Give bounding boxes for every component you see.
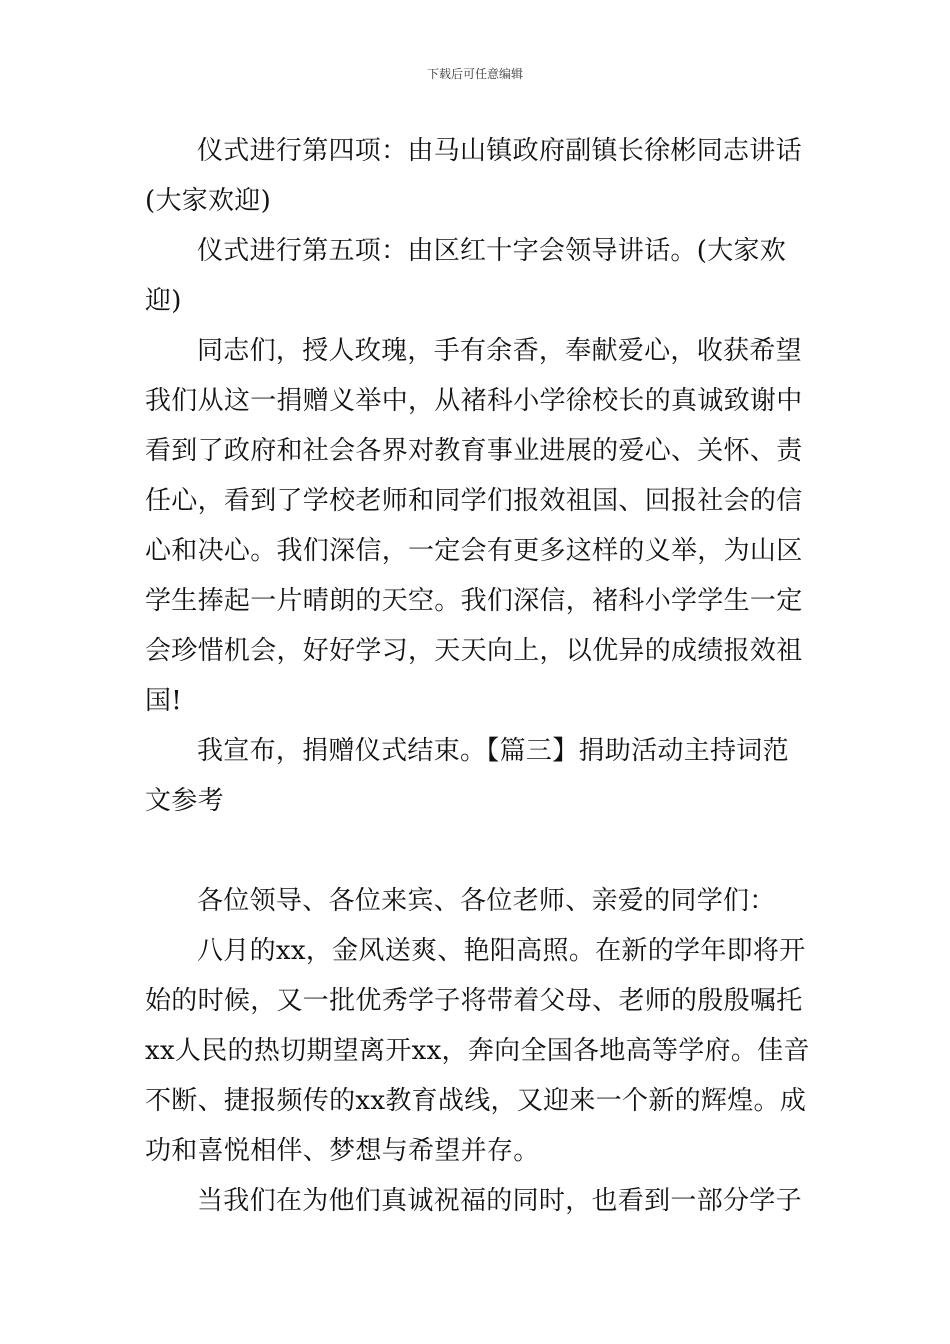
paragraph	[145, 226, 810, 326]
paragraph-line: 功和喜悦相伴、梦想与希望并存。	[145, 1136, 540, 1166]
paragraph-line: 各位领导、各位来宾、各位老师、亲爱的同学们：	[197, 886, 776, 916]
paragraph	[145, 876, 810, 926]
paragraph-line: 迎)	[145, 286, 182, 316]
paragraph	[145, 926, 810, 1176]
paragraph-line: 八月的xx，金风送爽、艳阳高照。在新的学年即将开	[197, 936, 806, 966]
paragraph-line: 仪式进行第四项：由马山镇政府副镇长徐彬同志讲话	[197, 136, 802, 166]
blank-line	[145, 826, 810, 876]
paragraph	[145, 126, 810, 226]
paragraph-line: 会珍惜机会，好好学习，天天向上，以优异的成绩报效祖	[145, 636, 803, 666]
paragraph-line: 当我们在为他们真诚祝福的同时，也看到一部分学子	[197, 1186, 802, 1216]
document-body	[145, 126, 810, 1226]
paragraph	[145, 1176, 810, 1226]
paragraph-line: xx人民的热切期望离开xx，奔向全国各地高等学府。佳音	[145, 1036, 810, 1066]
paragraph	[145, 726, 810, 826]
paragraph-line: 任心，看到了学校老师和同学们报效祖国、回报社会的信	[145, 486, 803, 516]
paragraph-line: 不断、捷报频传的xx教育战线，又迎来一个新的辉煌。成	[145, 1086, 807, 1116]
paragraph-line: 看到了政府和社会各界对教育事业进展的爱心、关怀、责	[145, 436, 803, 466]
paragraph-line: 学生捧起一片晴朗的天空。我们深信，褚科小学学生一定	[145, 586, 803, 616]
paragraph	[145, 326, 810, 726]
paragraph-line: 同志们，授人玫瑰，手有余香，奉献爱心，收获希望	[197, 336, 802, 366]
paragraph-line: 仪式进行第五项：由区红十字会领导讲话。(大家欢	[197, 236, 787, 266]
paragraph-line: 始的时候，又一批优秀学子将带着父母、老师的殷殷嘱托	[145, 986, 803, 1016]
paragraph-line: 我们从这一捐赠义举中，从褚科小学徐校长的真诚致谢中	[145, 386, 803, 416]
paragraph-line: (大家欢迎)	[145, 186, 272, 216]
page-header-note: 下载后可任意编辑	[426, 67, 523, 81]
paragraph-line: 文参考	[145, 786, 224, 816]
paragraph-line: 我宣布，捐赠仪式结束。【篇三】捐助活动主持词范	[197, 736, 789, 766]
paragraph-line: 心和决心。我们深信，一定会有更多这样的义举，为山区	[145, 536, 803, 566]
paragraph-line: 国!	[145, 686, 183, 716]
